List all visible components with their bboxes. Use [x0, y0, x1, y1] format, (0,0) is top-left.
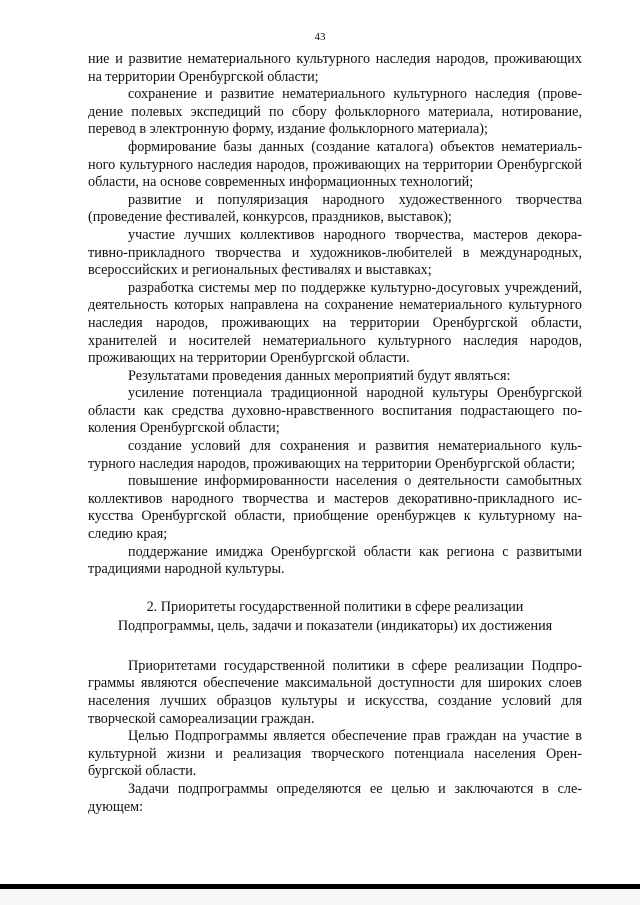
- paragraph: Результатами проведения данных мероприятий будут являться:: [128, 367, 511, 384]
- page-footer-band: [0, 889, 640, 905]
- paragraphs-bottom: [88, 658, 582, 816]
- section-heading: [88, 598, 582, 636]
- paragraph: формирование базы данных (создание каталога) объектов нематериального культурного наследия народов, проживающих на территории Оренбургской области, на основе современных информационных технологий;: [88, 138, 582, 191]
- paragraph: Приоритетами государственной политики в сфере реализации Подпрограммы являются обеспечение максимальной доступности для широких слоев населения лучших образцов культуры и искусства, создание условий для творческой самореализации граждан.: [88, 657, 582, 727]
- paragraphs-top: [88, 51, 582, 579]
- paragraph: ние и развитие нематериального культурного наследия народов, проживающих на территории Оренбургской области;: [88, 51, 582, 85]
- paragraph: Задачи подпрограммы определяются ее целью и заключаются в следующем:: [88, 780, 582, 815]
- paragraph: разработка системы мер по поддержке культурно-досуговых учреждений, деятельность которых направлена на сохранение нематериального культурного наследия народов, проживающих на территории Оренбургской области, хранителей и носителей нематериального культурного наследия народов, проживающих на территории Оренбургской области.: [88, 279, 582, 367]
- paragraph: участие лучших коллективов народного творчества, мастеров декоративно-прикладного творчества и художников-любителей в международных, всероссийских и региональных фестивалях и выставках;: [88, 226, 582, 279]
- page-content: [88, 51, 582, 816]
- paragraph: Целью Подпрограммы является обеспечение прав граждан на участие в культурной жизни и реализация творческого потенциала населения Оренбургской области.: [88, 728, 582, 780]
- paragraph: повышение информированности населения о деятельности самобытных коллективов народного творчества и мастеров декоративно-прикладного искусства Оренбургской области, приобщение оренбуржцев к культурному наследию края;: [88, 473, 582, 543]
- page-number: 43: [314, 31, 326, 43]
- paragraph: усиление потенциала традиционной народной культуры Оренбургской области как средства духовно-нравственного воспитания подрастающего поколения Оренбургской области;: [88, 385, 582, 437]
- section-heading-line-1: 2. Приоритеты государственной политики в сфере реализации: [146, 598, 524, 615]
- paragraph: развитие и популяризация народного художественного творчества (проведение фестивалей, конкурсов, праздников, выставок);: [88, 191, 582, 226]
- section-heading-line-2: Подпрограммы, цель, задачи и показатели (индикаторы) их достижения: [117, 617, 553, 634]
- paragraph: создание условий для сохранения и развития нематериального культурного наследия народов, проживающих на территории Оренбургской области;: [88, 438, 582, 472]
- paragraph: поддержание имиджа Оренбургской области как региона с развитыми традициями народной культуры.: [88, 543, 582, 578]
- paragraph: сохранение и развитие нематериального культурного наследия (проведение полевых экспедиций по сбору фольклорного материала, нотирование, перевод в электронную форму, издание фольклорного материала);: [88, 86, 582, 138]
